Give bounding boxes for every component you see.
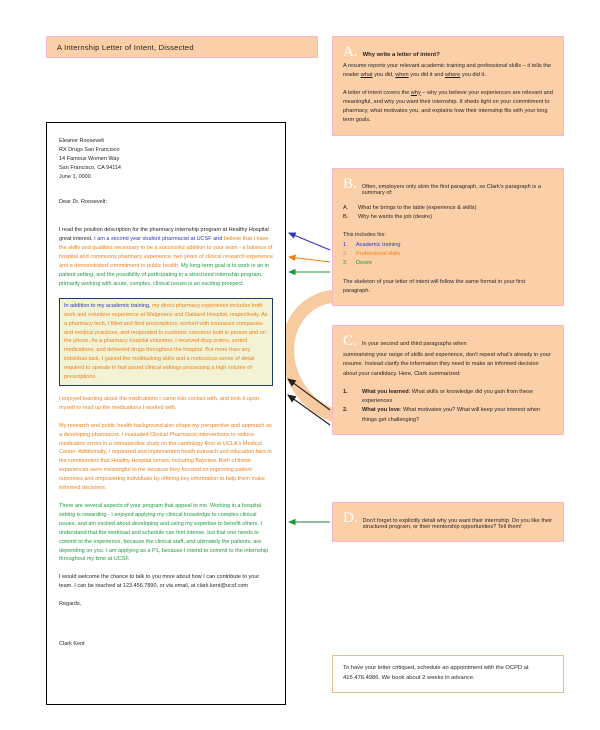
panel-a-p1-mid1: you did, <box>372 72 396 79</box>
panel-a-p1-end: you did it. <box>460 72 486 79</box>
panel-a-underline-what: what <box>360 72 373 79</box>
panel-c-heading: In your second and third paragraphs when <box>361 341 467 347</box>
arrow-blue-academic-training <box>289 233 330 250</box>
panel-c-num-marker: 2. <box>343 407 348 414</box>
letter-paragraph-2-highlighted <box>59 298 273 386</box>
para2-academic-lead: In addition to my academic training, <box>64 302 153 309</box>
para1-academic-training: I am a second year student pharmacist at UCSF and <box>94 236 224 243</box>
list-item <box>343 213 553 222</box>
panel-b-heading: Often, employers only skim the first paragraph, so Clark's paragraph is a summary of: <box>361 184 541 196</box>
annotation-panel-c <box>332 325 564 435</box>
list-item <box>343 259 553 268</box>
address-line: San Francisco, CA 94114 <box>59 164 121 171</box>
panel-c-header <box>343 334 553 349</box>
panel-c-item-1-bold: What you learned <box>362 388 409 395</box>
para1-lead: I read the position description for the pharmacy internship program at Healthy Hospital great interest. <box>59 227 269 243</box>
panel-c-item-2 <box>362 406 553 425</box>
panel-b-includes-label: This includes his: <box>343 231 386 238</box>
panel-b-numbered-list <box>343 241 553 269</box>
panel-a-letter: A. <box>343 44 358 60</box>
panel-b-item-marker: B. <box>343 214 349 221</box>
arrow-orange-professional-skills <box>289 257 330 262</box>
panel-c-numbered-list <box>343 388 553 425</box>
list-item <box>343 406 553 425</box>
para1-desire: My long-term goal is to work in an in patient setting, and the possibility of participating in a structured internship program, primarily working with acute, complex, clinical issues is an exciting prospect. <box>59 263 270 287</box>
panel-b-num-professional-skills: Professional skills <box>356 251 401 258</box>
panel-b-header <box>343 177 553 196</box>
panel-b-item-marker: A. <box>343 205 349 211</box>
list-item <box>343 204 553 213</box>
para2-tail-text: I enjoyed learning about the medications I came into contact with, and took it upon myself to read up the medications I worked with. <box>59 395 259 411</box>
footer-note-text: To have your letter critiqued, schedule an appointment with the OCPD at 415.476.4986. We book about 2 weeks in advance. <box>343 665 529 681</box>
panel-b-item-text: Why he wants the job (desire) <box>358 214 432 221</box>
para5-text: I would welcome the chance to talk to you more about how I can contribute to your team. I can be reached at 123.456.7890, or via email, at clark.kent@ucsf.com <box>59 574 260 590</box>
letter-document <box>46 122 286 705</box>
panel-a-paragraph-2 <box>343 89 553 126</box>
panel-b-item-text: What he brings to the table (experience & skills) <box>358 205 477 211</box>
list-item <box>343 241 553 250</box>
footer-note <box>332 655 564 693</box>
panel-b-num-desire: Desire <box>356 260 373 267</box>
page-title-label: A Internship Letter of Intent, Dissected <box>57 42 194 52</box>
annotation-panel-b <box>332 168 564 306</box>
panel-d-letter: D. <box>343 510 358 526</box>
panel-b-ab-list <box>343 204 553 223</box>
address-date: June 1, 0000 <box>59 173 91 180</box>
address-line: RX Drugs San Francisco <box>59 146 120 153</box>
panel-a-underline-where: where <box>445 72 461 79</box>
panel-c-item-2-bold: What you love <box>362 407 400 414</box>
panel-b-num-marker: 3. <box>343 260 348 267</box>
panel-a-p2-pre: A letter of intent covers the <box>343 89 411 96</box>
panel-d-header <box>343 511 553 530</box>
list-item <box>343 250 553 259</box>
panel-b-letter: B. <box>343 176 357 192</box>
panel-a-p1-pre: A resume reports your relevant academic training and professional skills – it tells the reader <box>343 63 552 79</box>
address-line: Eleanor Roosevelt <box>59 138 104 144</box>
panel-b-num-marker: 1. <box>343 241 348 248</box>
panel-a-heading: Why write a letter of intent? <box>362 52 440 58</box>
para2-experience-body: my direct pharmacy experience includes both work and volunteer experience at Walgreens and Oakland Hospital, respectively. As a pharmacy tech, I filled and filed prescriptions, worked with insurance companies and medical practices, and responded to customer concerns both in person and on the phone. As a pharmacy hospital volunteer, I received drug orders, sorted medications, and delivered drugs throughout the hospital. But more than any individual task, I gained the multitasking skills and a meticulous sense of detail required to operate in fast paced clinical settings processing a high volume of prescriptions. <box>64 302 268 381</box>
page-title <box>46 36 318 58</box>
letter-paragraph-3 <box>59 422 273 493</box>
letter-salutation: Dear Dr. Roosevelt: <box>59 198 107 205</box>
para3-text: My research and public health background also shape my perspective and approach as a developing pharmacist. I evaluated Clinical Pharmacist interventions to reduce medication errors in a retrospective study on the cardiology floor at UCLA's Medical Center. Additionally, I organized and implemented heath outreach and education fairs in the communities that Healthy Hospital serves, including Bayview. Both of these experiences were meaningful to me because they focused on improving patient outcomes and empowering individuals by offering key information to help them make informed decisions. <box>59 422 272 492</box>
list-item <box>343 388 553 407</box>
panel-c-item-2-text: : What motivates you? What will keep your interest when things get challenging? <box>362 407 541 423</box>
letter-paragraph-4 <box>59 502 273 564</box>
panel-a-header <box>343 45 553 60</box>
letter-paragraph-1 <box>59 226 273 288</box>
para1-professional-skills: believe that I have the skills and qualities necessary to be a successful addition to your team - a balance of hospital and community pharmacy experience, two years of clinical research experience and a demonstrated commitment to public health. <box>59 236 273 270</box>
annotation-panel-d <box>332 502 564 542</box>
panel-c-letter: C. <box>343 333 357 349</box>
panel-d-text: Don't forget to explicitly detail why you want their internship. Do you like their structured program, or their mentorship opportunities? Tell them! <box>362 518 553 530</box>
panel-c-num-marker: 1. <box>343 388 348 395</box>
letter-closing: Regards, <box>59 601 82 608</box>
panel-b-num-academic-training: Academic training <box>356 241 401 248</box>
letter-signature: Clark Kent <box>59 641 85 648</box>
panel-b-num-marker: 2. <box>343 251 348 258</box>
panel-a-p1-mid2: you did it and <box>408 72 446 79</box>
panel-a-underline-why: why <box>410 89 421 96</box>
panel-a-underline-when: when <box>395 72 409 79</box>
panel-c-item-1 <box>362 388 553 407</box>
panel-c-body: summarizing your range of skills and experience, don't repeat what's already in your resume. Instead clarify the information they need to make an informed decision about your candidacy. Here, Clark summarized: <box>343 352 551 377</box>
panel-a-p2-end: – why you believe your experiences are relevant and meaningful, and why you want their internship. It sheds light on your commitment to pharmacy, what motivates you, and explains how their internship fits with your long term goals. <box>343 89 553 124</box>
panel-b-footer: The skeleton of your letter of intent will follow the same format in your first paragraph. <box>343 278 526 294</box>
para4-text: There are several aspects of your program that appeal to me. Working in a hospital setting is rewarding - I enjoyed applying my clinical knowledge to complex clinical issues, and am excited about developing and using my expertise to benefit others. I understand that the workload and schedule can feel intense, but that one needs to commit to the experience, because the clinical staff, and ultimately the patients, are depending on you. I am applying as a P1, because I intend to commit to the internship throughout my time at UCSF. <box>59 503 269 563</box>
panel-c-item-1-text: : What skills or knowledge did you gain from these experiences <box>362 388 533 405</box>
annotation-panel-a <box>332 36 564 136</box>
panel-a-paragraph-1 <box>343 62 553 81</box>
letter-paragraph-2-tail <box>59 395 273 413</box>
letter-paragraph-5 <box>59 573 273 591</box>
address-line: 14 Famous Women Way <box>59 155 120 162</box>
